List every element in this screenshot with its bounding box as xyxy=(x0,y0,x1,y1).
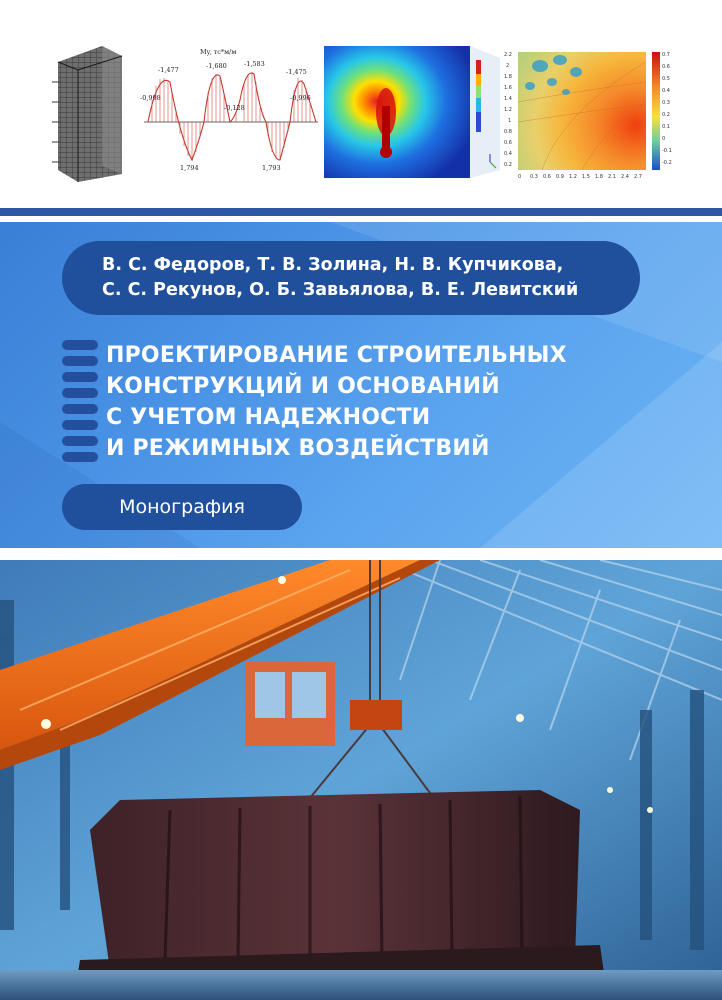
scale-tick: 0.3 xyxy=(662,100,670,106)
moment-label-5: -1,583 xyxy=(244,60,265,68)
authors-line-2: С. С. Рекунов, О. Б. Завьялова, В. Е. Левитский xyxy=(102,280,579,300)
moment-label-4: -0,128 xyxy=(224,104,245,112)
heatmap-xtick: 2.1 xyxy=(608,174,616,180)
heatmap-ytick: 0.8 xyxy=(504,129,512,135)
heatmap-ytick: 1.8 xyxy=(504,74,512,80)
genre-badge: Монография xyxy=(62,484,302,530)
heatmap-xtick: 1.2 xyxy=(569,174,577,180)
fea-contour-plot xyxy=(324,42,500,182)
heatmap-xtick: 2.4 xyxy=(621,174,629,180)
heatmap-ytick: 0.4 xyxy=(504,151,512,157)
title-line-2: КОНСТРУКЦИЙ И ОСНОВАНИЙ xyxy=(106,374,500,399)
heatmap-ytick: 1 xyxy=(508,118,512,124)
scale-tick: 0 xyxy=(662,136,666,142)
heatmap-ytick: 2.2 xyxy=(504,52,512,58)
heatmap-xtick: 0.6 xyxy=(543,174,551,180)
scale-tick: 0.1 xyxy=(662,124,670,130)
heatmap-xtick: 1.5 xyxy=(582,174,590,180)
crane-photo xyxy=(0,560,722,1000)
heatmap-xtick: 2.7 xyxy=(634,174,642,180)
scale-tick: -0.1 xyxy=(662,148,672,154)
scale-tick: 0.4 xyxy=(662,88,670,94)
authors-line-1: В. С. Федоров, Т. В. Золина, Н. В. Купчикова, xyxy=(102,255,564,275)
scale-tick: 0.5 xyxy=(662,76,670,82)
heatmap-xtick: 0.3 xyxy=(530,174,538,180)
moment-label-3: -1,680 xyxy=(206,62,227,70)
heatmap-xtick: 1.8 xyxy=(595,174,603,180)
heatmap-xtick: 0.9 xyxy=(556,174,564,180)
heatmap-ytick: 2 xyxy=(506,63,510,69)
heatmap-ytick: 1.4 xyxy=(504,96,512,102)
heatmap-ytick: 0.6 xyxy=(504,140,512,146)
heatmap-ytick: 1.6 xyxy=(504,85,512,91)
moment-label-1: -0,998 xyxy=(140,94,161,102)
book-title xyxy=(106,340,646,464)
building-frame-model xyxy=(48,42,132,182)
scale-tick: 0.2 xyxy=(662,112,670,118)
title-line-1: ПРОЕКТИРОВАНИЕ СТРОИТЕЛЬНЫХ xyxy=(106,343,567,368)
scale-tick: 0.7 xyxy=(662,52,670,58)
moment-label-8: 1,794 xyxy=(180,164,199,172)
moment-label-9: 1,793 xyxy=(262,164,281,172)
moment-chart-title: My, тс*м/м xyxy=(200,48,237,56)
scale-tick: -0.2 xyxy=(662,160,672,166)
moment-label-6: -1,475 xyxy=(286,68,307,76)
moment-label-2: -1,477 xyxy=(158,66,179,74)
title-line-3: С УЧЕТОМ НАДЕЖНОСТИ xyxy=(106,405,431,430)
title-line-4: И РЕЖИМНЫХ ВОЗДЕЙСТВИЙ xyxy=(106,436,490,461)
heatmap-ytick: 1.2 xyxy=(504,107,512,113)
scale-tick: 0.6 xyxy=(662,64,670,70)
figures-strip xyxy=(0,0,722,208)
bottom-stripe xyxy=(0,548,722,560)
authors-box xyxy=(62,241,640,315)
heatmap-xtick: 0 xyxy=(518,174,522,180)
moment-diagram xyxy=(140,42,322,182)
top-stripe xyxy=(0,208,722,216)
moment-label-7: -0,996 xyxy=(290,94,311,102)
heatmap-chart xyxy=(502,42,678,182)
heatmap-ytick: 0.2 xyxy=(504,162,512,168)
